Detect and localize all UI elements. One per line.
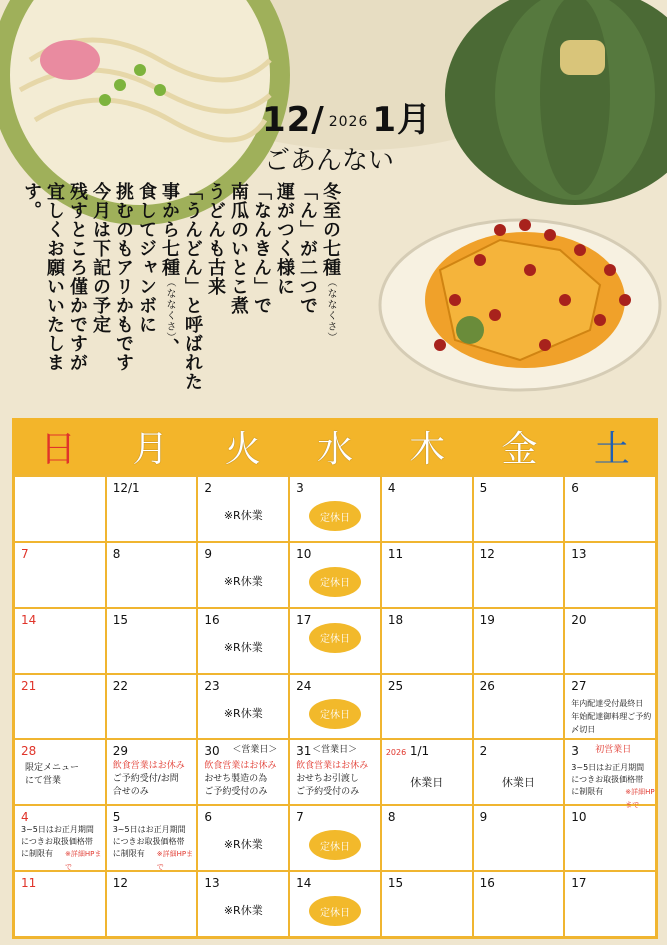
note-price-limit: 3~5日はお正月期間 につきお取扱価格帯 に制限有 — [571, 763, 645, 797]
weekday-sat: 土 — [593, 428, 630, 470]
closed-badge: 定休日 — [309, 501, 361, 531]
weekday-mon: 月 — [132, 428, 169, 470]
day-cell: 21 — [14, 674, 106, 740]
note-limited-menu: 限定メニュー にて営業 — [25, 763, 80, 787]
day-cell: 12/1 — [106, 476, 198, 542]
intro-line: 事から七種（ななくさ）、 — [159, 182, 180, 357]
weekday-header — [12, 418, 658, 474]
day-cell: 2026 1/1 休業日 — [381, 739, 473, 805]
day-cell: 19 — [473, 608, 565, 674]
note-see-website: ※詳細HPまで — [625, 788, 655, 810]
day-cell: 13 — [564, 542, 656, 608]
business-day-tag: ＜営業日＞ — [312, 745, 358, 756]
note-delivery-deadline: 年内配達受付最終日 年始配達御料理ご予約〆切日 — [571, 698, 652, 734]
day-cell: 11 — [381, 542, 473, 608]
day-cell: 9 — [473, 805, 565, 871]
r-holiday-note: ※R休業 — [223, 574, 263, 588]
intro-line: 残すところ僅かですが — [67, 182, 88, 372]
day-cell: 12 — [473, 542, 565, 608]
page-title: 12/ 2026 1月 — [262, 100, 433, 140]
day-cell: 4 — [381, 476, 473, 542]
day-cell — [14, 476, 106, 542]
r-holiday-note: ※R休業 — [223, 838, 263, 852]
day-cell: 10 定休日 — [289, 542, 381, 608]
day-cell: 22 — [106, 674, 198, 740]
intro-line: 冬至の七種（ななくさ） — [320, 182, 341, 343]
note-price-limit: 3~5日はお正月期間 につきお取扱価格帯 に制限有 — [112, 825, 186, 859]
day-cell: 8 — [106, 542, 198, 608]
closed-badge: 定休日 — [309, 896, 361, 926]
note-osechi: おせち製造の為 ご予約受付のみ — [204, 774, 268, 798]
day-cell: 14 定休日 — [289, 871, 381, 937]
note-price-limit: 3~5日はお正月期間 につきお取扱価格帯 に制限有 — [21, 825, 94, 859]
first-business-day-tag: 初営業日 — [595, 745, 632, 756]
closed-badge: 定休日 — [309, 699, 361, 729]
holiday-note: 休業日 — [410, 776, 444, 790]
day-cell: 9 ※R休業 — [197, 542, 289, 608]
day-cell: 17 — [564, 871, 656, 937]
closed-badge: 定休日 — [309, 623, 361, 653]
day-cell: 29 飲食営業はお休み ご予約受付/お問 合せのみ — [106, 739, 198, 805]
r-holiday-note: ※R休業 — [223, 509, 263, 522]
intro-line: 宜しくお願いいたします。 — [21, 182, 65, 372]
note-no-dining: 飲食営業はお休み — [296, 761, 369, 772]
calendar-grid — [12, 474, 658, 939]
day-cell: 24 定休日 — [289, 674, 381, 740]
day-cell: 8 — [381, 805, 473, 871]
note-no-dining: 飲食営業はお休み — [204, 761, 277, 772]
intro-line: 挑むのもアリかもです — [113, 182, 134, 372]
day-cell: 10 — [564, 805, 656, 871]
note-reservations: ご予約受付/お問 合せのみ — [112, 774, 179, 798]
day-cell: 20 — [564, 608, 656, 674]
day-cell: 18 — [381, 608, 473, 674]
intro-line: 食してジャンボに — [136, 182, 157, 334]
reading-annotation: （ななくさ） — [325, 277, 336, 343]
day-cell: 15 — [381, 871, 473, 937]
intro-line: 「ん」が二つで — [297, 182, 318, 315]
page-subtitle: ごあんない — [264, 146, 395, 176]
day-cell: 7 定休日 — [289, 805, 381, 871]
day-cell: 14 — [14, 608, 106, 674]
weekday-thu: 木 — [409, 428, 446, 470]
day-cell: 25 — [381, 674, 473, 740]
day-cell: 3 初営業日 3~5日はお正月期間 につきお取扱価格帯 に制限有 ※詳細HPまで — [564, 739, 656, 805]
day-cell: 23 ※R休業 — [197, 674, 289, 740]
day-cell: 12 — [106, 871, 198, 937]
holiday-note: 休業日 — [501, 776, 535, 790]
year-label: 2026 — [385, 748, 407, 758]
business-day-tag: ＜営業日＞ — [232, 745, 278, 756]
intro-text — [20, 182, 342, 407]
day-cell: 11 — [14, 871, 106, 937]
day-cell: 27 年内配達受付最終日 年始配達御料理ご予約〆切日 — [564, 674, 656, 740]
day-cell: 17 定休日 — [289, 608, 381, 674]
note-see-website: ※詳細HPまで — [156, 850, 194, 872]
day-cell: 2 休業日 — [473, 739, 565, 805]
note-no-dining: 飲食営業はお休み — [112, 761, 185, 772]
intro-line: 今月は下記の予定 — [90, 182, 111, 334]
day-cell: 3 定休日 — [289, 476, 381, 542]
day-cell: 28 限定メニュー にて営業 — [14, 739, 106, 805]
day-cell: 26 — [473, 674, 565, 740]
weekday-fri: 金 — [501, 428, 538, 470]
day-cell: 6 — [564, 476, 656, 542]
r-holiday-note: ※R休業 — [223, 904, 263, 918]
r-holiday-note: ※R休業 — [223, 640, 263, 654]
weekday-tue: 火 — [224, 428, 261, 470]
day-cell: 5 — [473, 476, 565, 542]
day-cell: 15 — [106, 608, 198, 674]
day-cell: 4 3~5日はお正月期間 につきお取扱価格帯 に制限有 ※詳細HPまで — [14, 805, 106, 871]
note-osechi: おせちお引渡し ご予約受付のみ — [296, 774, 360, 798]
weekday-sun: 日 — [40, 428, 77, 470]
closed-badge: 定休日 — [309, 567, 361, 597]
weekday-wed: 水 — [316, 428, 353, 470]
intro-line: 「なんきん」で — [251, 182, 272, 315]
day-cell: 13 ※R休業 — [197, 871, 289, 937]
day-cell: 16 ※R休業 — [197, 608, 289, 674]
day-cell: 16 — [473, 871, 565, 937]
day-cell: 2 ※R休業 — [197, 476, 289, 542]
r-holiday-note: ※R休業 — [223, 706, 263, 720]
intro-line: 「うんどん」と呼ばれた — [182, 182, 203, 391]
reading-annotation: （ななくさ） — [164, 277, 175, 338]
closed-badge: 定休日 — [309, 830, 361, 860]
day-cell: 7 — [14, 542, 106, 608]
intro-line: うどんも古来 — [205, 182, 226, 296]
day-cell: 6 ※R休業 — [197, 805, 289, 871]
note-see-website: ※詳細HPまで — [65, 850, 102, 872]
intro-line: 南瓜のいとこ煮 — [228, 182, 249, 315]
day-cell: 31 ＜営業日＞ 飲食営業はお休み おせちお引渡し ご予約受付のみ — [289, 739, 381, 805]
day-cell: 5 3~5日はお正月期間 につきお取扱価格帯 に制限有 ※詳細HPまで — [106, 805, 198, 871]
intro-line: 運がつく様に — [274, 182, 295, 296]
day-cell: 30 ＜営業日＞ 飲食営業はお休み おせち製造の為 ご予約受付のみ — [197, 739, 289, 805]
